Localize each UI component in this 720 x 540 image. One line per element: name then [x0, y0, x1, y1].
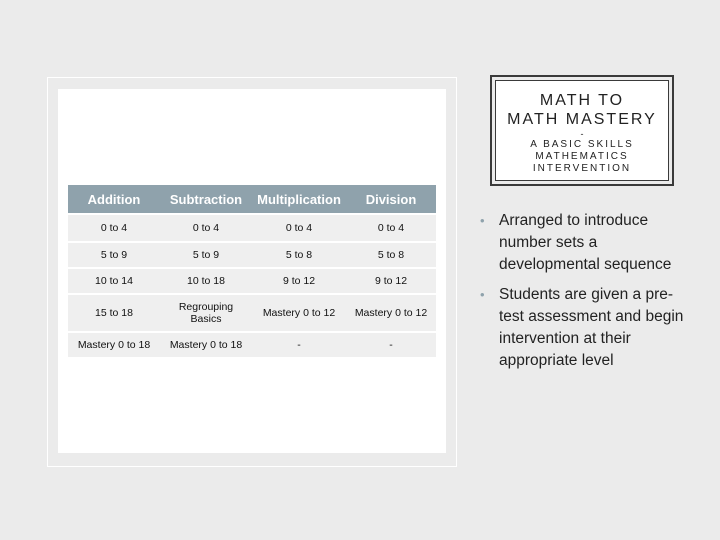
table-cell: -: [252, 332, 346, 357]
header-subtraction: Subtraction: [160, 185, 252, 214]
table-cell: 9 to 12: [252, 268, 346, 294]
table-cell: 5 to 9: [160, 242, 252, 268]
table-cell: 5 to 9: [68, 242, 160, 268]
table-cell: 15 to 18: [68, 294, 160, 332]
header-addition: Addition: [68, 185, 160, 214]
table-row: [68, 294, 436, 332]
table-cell: 5 to 8: [346, 242, 436, 268]
title-dash: -: [580, 129, 584, 139]
table-cell: Regrouping Basics: [160, 294, 252, 332]
table-cell: 5 to 8: [252, 242, 346, 268]
slide-subtitle: [496, 139, 668, 175]
header-division: Division: [346, 185, 436, 214]
table-cell: 10 to 14: [68, 268, 160, 294]
subtitle-line: A BASIC SKILLS: [530, 139, 634, 150]
table-header-row: [68, 185, 436, 214]
bullet-dot-icon: •: [480, 287, 485, 302]
table-cell: 0 to 4: [160, 214, 252, 242]
subtitle-line: INTERVENTION: [532, 163, 632, 174]
levels-table: [68, 185, 436, 357]
bullet-item: [478, 210, 698, 276]
bullet-text: Students are given a pre-test assessment and begin intervention at their appropriate level: [499, 286, 684, 369]
slide-title: [496, 91, 668, 129]
table-cell: 0 to 4: [68, 214, 160, 242]
table-cell: Mastery 0 to 18: [68, 332, 160, 357]
table-cell: Mastery 0 to 18: [160, 332, 252, 357]
bullet-dot-icon: •: [480, 213, 485, 228]
header-multiplication: Multiplication: [252, 185, 346, 214]
table-cell: 9 to 12: [346, 268, 436, 294]
title-box: [490, 75, 674, 186]
table-row: [68, 268, 436, 294]
table-row: [68, 332, 436, 357]
title-box-inner: [495, 80, 669, 181]
bullet-list: [478, 210, 698, 380]
bullet-text: Arranged to introduce number sets a developmental sequence: [499, 212, 672, 273]
table-cell: 0 to 4: [252, 214, 346, 242]
table-cell: -: [346, 332, 436, 357]
table-cell: 0 to 4: [346, 214, 436, 242]
title-line: MATH MASTERY: [507, 111, 657, 128]
subtitle-line: MATHEMATICS: [535, 151, 629, 162]
title-line: MATH TO: [539, 92, 625, 109]
table-cell: Mastery 0 to 12: [252, 294, 346, 332]
table-cell: Mastery 0 to 12: [346, 294, 436, 332]
table-cell: 10 to 18: [160, 268, 252, 294]
table-row: [68, 242, 436, 268]
bullet-item: [478, 284, 698, 372]
table-row: [68, 214, 436, 242]
